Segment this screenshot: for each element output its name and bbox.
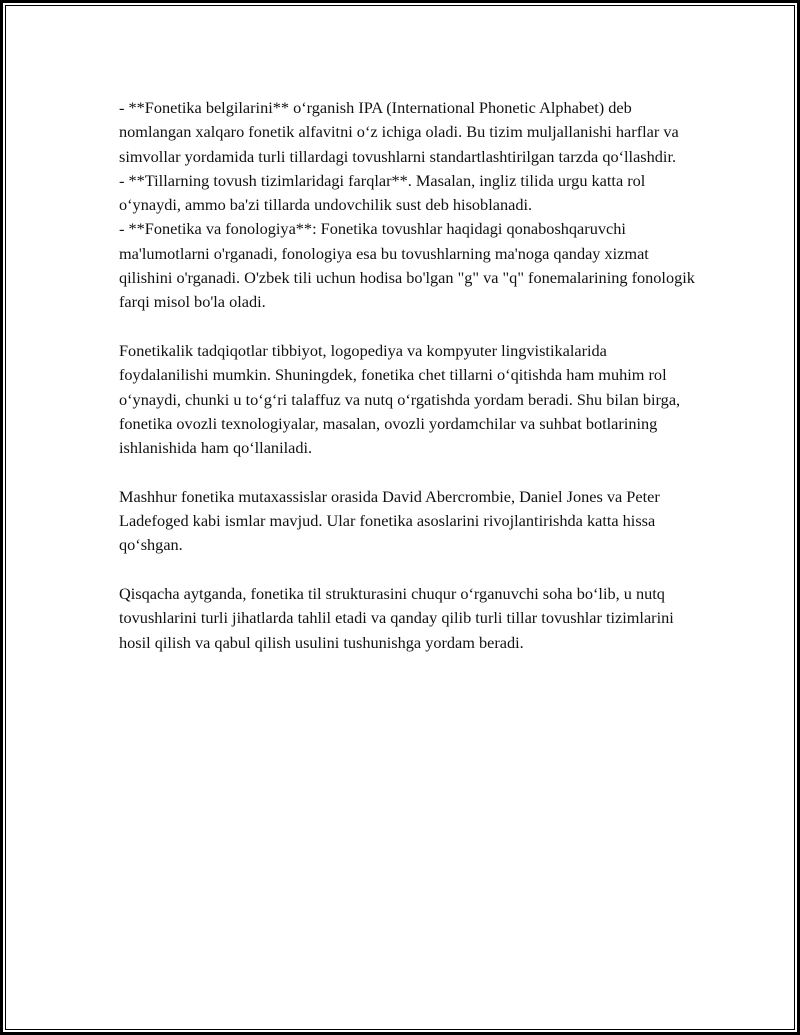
list-item-sound-system-differences: - **Tillarning tovush tizimlaridagi farqlar**. Masalan, ingliz tilida urgu katta rol o‘ynaydi, ammo ba'zi tillarda undovchilik sust deb hisoblanadi. — [119, 170, 646, 215]
list-item-phonetic-symbols: - **Fonetika belgilarini** o‘rganish IPA (International Phonetic Alphabet) deb nomlangan xalqaro fonetik alfavitni o‘z ichiga oladi. Bu tizim muljallanishi harflar va simvollar yordamida turli tillardagi tovushlarni standartlashtirilgan tarzda qo‘llashdir. — [119, 98, 679, 166]
paragraph-applications: Fonetikalik tadqiqotlar tibbiyot, logopediya va kompyuter lingvistikalarida foydalanilishi mumkin. Shuningdek, fonetika chet tillarni o‘qitishda ham muhim rol o‘ynaydi, chunki u to‘g‘ri talaffuz va nutq o‘rgatishda yordam beradi. Shu bilan birga, fonetika ovozli texnologiyalar, masalan, ovozli yordamchilar va suhbat botlarining ishlanishida ham qo‘llaniladi. — [119, 340, 681, 458]
paragraph-summary: Qisqacha aytganda, fonetika til strukturasini chuqur o‘rganuvchi soha bo‘lib, u nutq tovushlarini turli jihatlarda tahlil etadi va qanday qilib turli tillar tovushlar tizimlarini hosil qilish va qabul qilish usulini tushunishga yordam beradi. — [119, 583, 674, 652]
document-body — [119, 96, 699, 679]
paragraph-famous-phoneticians: Mashhur fonetika mutaxassislar orasida David Abercrombie, Daniel Jones va Peter Ladefoged kabi ismlar mavjud. Ular fonetika asoslarini rivojlantirishda katta hissa qo‘shgan. — [119, 486, 660, 555]
list-item-phonetics-phonology: - **Fonetika va fonologiya**: Fonetika tovushlar haqidagi qonaboshqaruvchi ma'lumotlarni o'rganadi, fonologiya esa bu tovushlarning ma'noga qanday xizmat qilishini o'rganadi. O'zbek tili uchun hodisa bo'lgan "g" va "q" fonemalarining fonologik farqi misol bo'la oladi. — [119, 219, 695, 312]
